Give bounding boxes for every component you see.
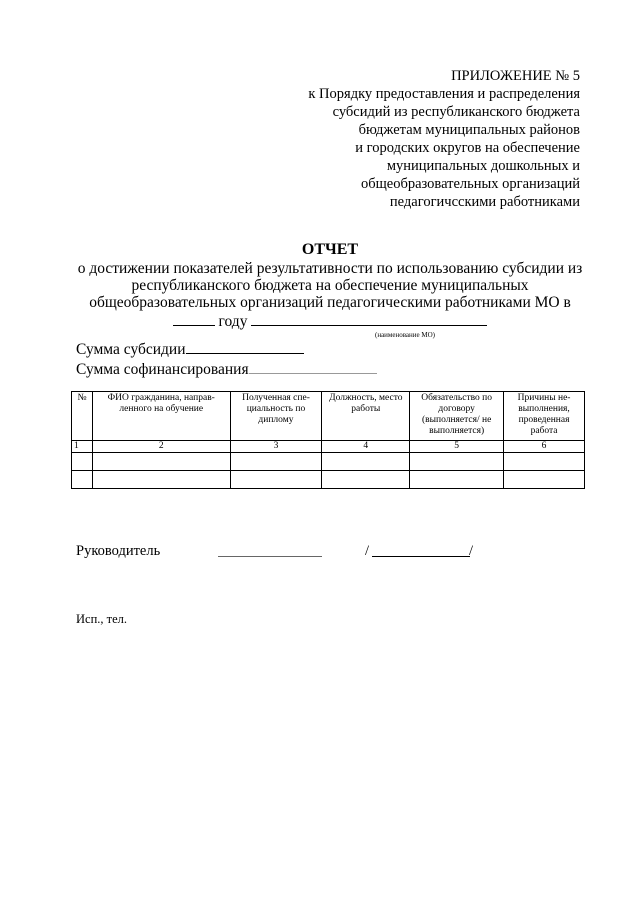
- appendix-line: и городских округов на обеспечение: [355, 140, 580, 156]
- table-cell[interactable]: [92, 453, 230, 471]
- appendix-line: муниципальных дошкольных и: [386, 158, 580, 174]
- appendix-line: бюджетам муниципальных районов: [358, 122, 580, 138]
- signature-name-blank[interactable]: [372, 556, 470, 557]
- table-cell[interactable]: [72, 471, 93, 489]
- column-number: 6: [504, 441, 585, 453]
- table-cell[interactable]: [92, 471, 230, 489]
- report-title: ОТЧЕТ: [301, 241, 359, 258]
- appendix-line: субсидий из республиканского бюджета: [332, 104, 580, 120]
- sum-subsidy-blank[interactable]: [186, 339, 304, 354]
- sum-cofinancing-label: Сумма софинансирования: [76, 361, 249, 378]
- sum-section: [76, 339, 377, 379]
- report-subtitle-line: общеобразовательных организаций педагогическими работниками МО в: [89, 294, 571, 311]
- column-number-row: [72, 441, 585, 453]
- signature-label: Руководитель: [76, 543, 161, 559]
- report-subtitle-line: о достижении показателей результативности по использованию субсидии из: [77, 260, 583, 277]
- sum-cofinancing-blank[interactable]: [249, 359, 377, 374]
- slash-close: /: [469, 543, 474, 559]
- table-cell[interactable]: [504, 471, 585, 489]
- column-number: 4: [322, 441, 410, 453]
- column-header-specialty: Полученная спе-циальность по диплому: [230, 392, 322, 441]
- table-cell[interactable]: [72, 453, 93, 471]
- report-table: [71, 391, 585, 489]
- appendix-line: к Порядку предоставления и распределения: [308, 86, 580, 102]
- appendix-line: педагогичсскими работниками: [389, 194, 580, 210]
- year-line: [60, 311, 600, 331]
- table-cell[interactable]: [410, 471, 504, 489]
- column-number: 5: [410, 441, 504, 453]
- column-header-position: Должность, место работы: [322, 392, 410, 441]
- table-cell[interactable]: [230, 453, 322, 471]
- slash-open: /: [365, 543, 370, 559]
- column-header-obligation: Обязательство по договору (выполняется/ не выполняется): [410, 392, 504, 441]
- column-number: 2: [92, 441, 230, 453]
- table-header-row: [72, 392, 585, 441]
- table-cell[interactable]: [322, 471, 410, 489]
- column-header-reasons: Причины не-выполнения, проведенная работа: [504, 392, 585, 441]
- appendix-number: ПРИЛОЖЕНИЕ № 5: [451, 68, 580, 84]
- report-title-block: [60, 240, 600, 340]
- year-blank[interactable]: [173, 311, 215, 326]
- executor-label: Исп., тел.: [76, 612, 128, 626]
- table-cell[interactable]: [230, 471, 322, 489]
- appendix-line: общеобразовательных организаций: [361, 176, 580, 192]
- sum-subsidy-label: Сумма субсидии: [76, 341, 186, 358]
- mo-name-blank[interactable]: [251, 311, 487, 326]
- column-header-name: ФИО гражданина, направ-ленного на обучение: [92, 392, 230, 441]
- appendix-header: [220, 67, 580, 211]
- year-label: году: [218, 313, 248, 330]
- table-cell[interactable]: [504, 453, 585, 471]
- table-row: [72, 471, 585, 489]
- column-number: 3: [230, 441, 322, 453]
- signature-blank[interactable]: [218, 556, 322, 557]
- mo-caption: (наименование МО): [375, 331, 435, 339]
- column-number: 1: [72, 441, 93, 453]
- table-row: [72, 453, 585, 471]
- report-subtitle-line: республиканского бюджета на обеспечение муниципальных: [131, 277, 529, 294]
- table-cell[interactable]: [322, 453, 410, 471]
- sum-subsidy-row: [76, 339, 377, 359]
- sum-cofinancing-row: [76, 359, 377, 379]
- table-cell[interactable]: [410, 453, 504, 471]
- column-header-number: №: [72, 392, 93, 441]
